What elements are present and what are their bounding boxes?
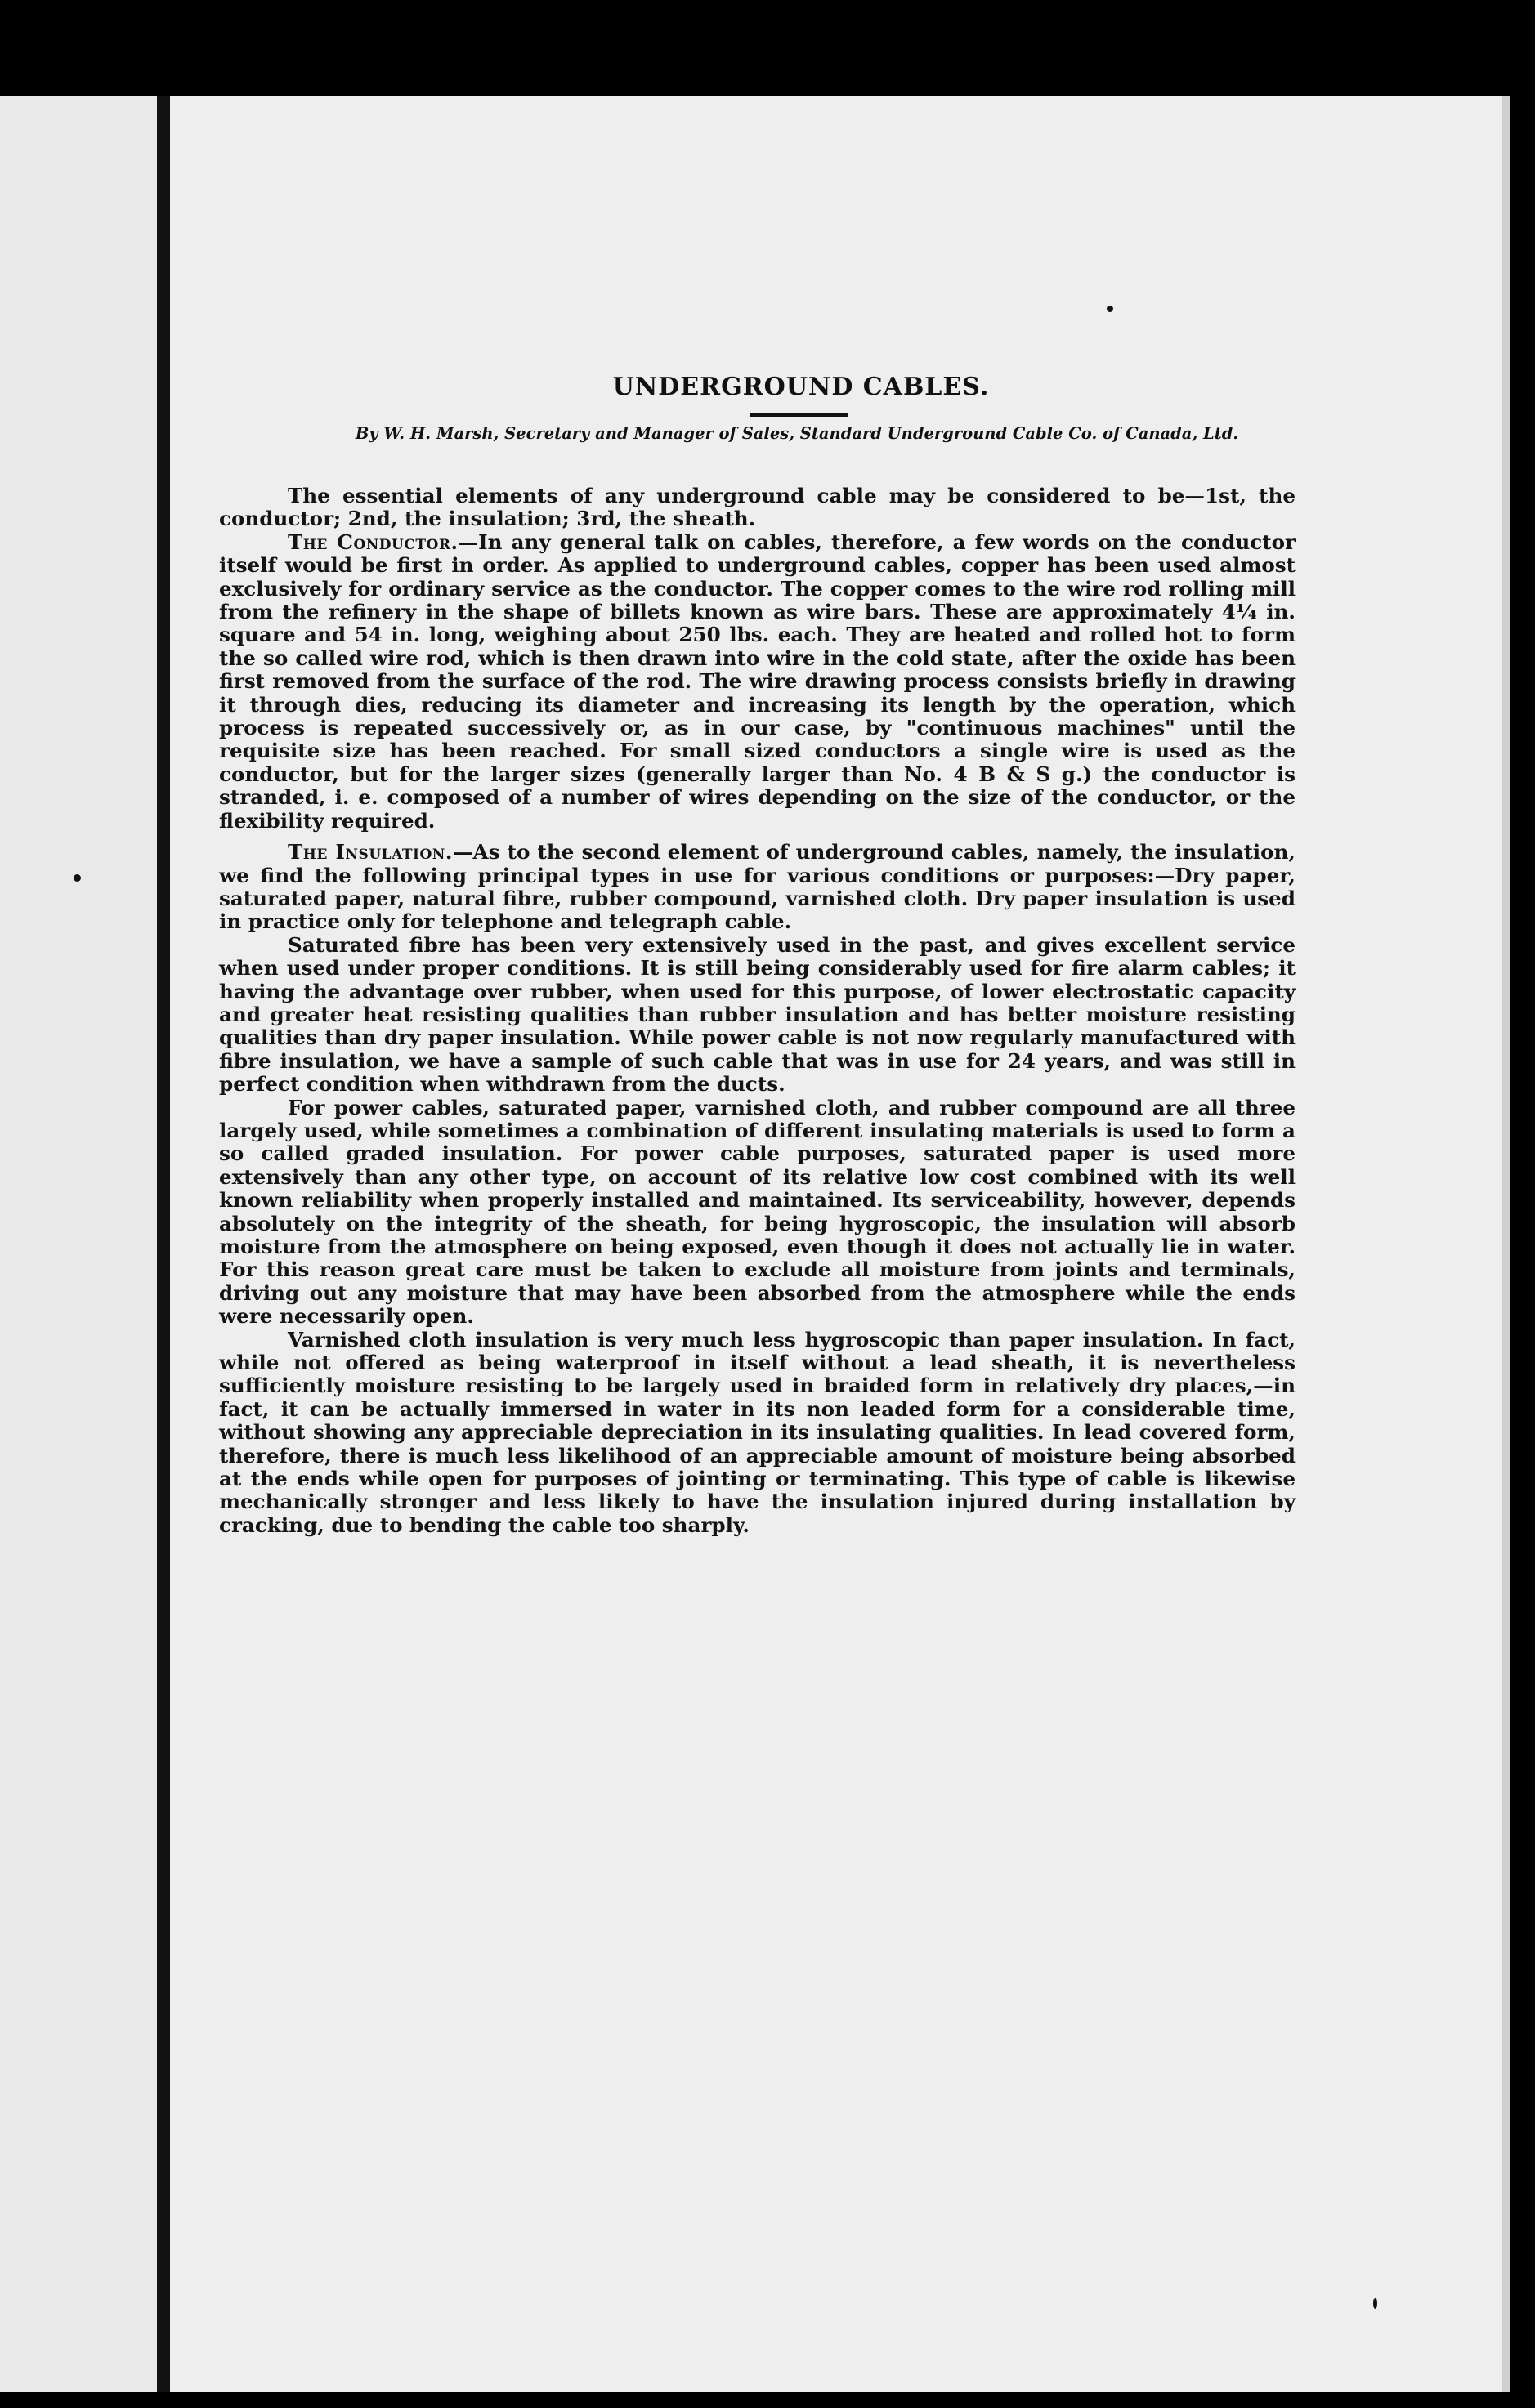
scan-speck [74, 874, 81, 882]
paragraph [219, 485, 1296, 531]
paragraph-text: The essential elements of any underground cable may be considered to be—1st, the conductor; 2nd, the insulation; 3rd, the sheath. [219, 484, 1296, 531]
binding-gutter [157, 96, 170, 2392]
facing-page-edge [0, 96, 157, 2392]
paragraph [219, 841, 1296, 934]
document-title: UNDERGROUND CABLES. [612, 373, 990, 401]
scan-speck [1373, 2298, 1377, 2309]
section-lead: The Insulation. [288, 840, 453, 864]
paragraph-text: —In any general talk on cables, therefore, a few words on the conductor itself would be first in order. As applied to underground cables, copper has been used almost exclusively for ordinary service as the conductor. The copper comes to the wire rod rolling mill from the refinery in the shape of billets known as wire bars. These are approximately 4¼ in. square and 54 in. long, weighing about 250 lbs. each. They are heated and rolled hot to form the so called wire rod, which is then drawn into wire in the cold state, after the oxide has been first removed from the surface of the rod. The wire drawing process consists briefly in drawing it through dies, reducing its diameter and increasing its length by the operation, which process is repeated successively or, as in our case, by "continuous machines" until the requisite size has been reached. For small sized conductors a single wire is used as the conductor, but for the larger sizes (generally larger than No. 4 B & S g.) the conductor is stranded, i. e. composed of a number of wires depending on the size of the conductor, or the flexibility required. [219, 529, 1296, 833]
article-body [219, 485, 1296, 1537]
author-byline: By W. H. Marsh, Secretary and Manager of Sales, Standard Underground Cable Co. of Canada, Ltd. [355, 424, 1239, 443]
paragraph-text: Varnished cloth insulation is very much less hygroscopic than paper insulation. In fact, while not offered as being waterproof in itself without a lead sheath, it is nevertheless sufficiently moisture resisting to be largely used in braided form in relatively dry places,—in fact, it can be actually immersed in water in its non leaded form for a considerable time, without showing any appreciable depreciation in its insulating qualities. In lead covered form, therefore, there is much less likelihood of an appreciable amount of moisture being absorbed at the ends while open for purposes of jointing or terminating. This type of cable is likewise mechanically stronger and less likely to have the insulation injured during installation by cracking, due to bending the cable too sharply. [219, 1327, 1296, 1537]
page-edge-shadow [1502, 96, 1510, 2392]
paragraph-text: Saturated fibre has been very extensively used in the past, and gives excellent service when used under proper conditions. It is still being considerably used for fire alarm cables; it having the advantage over rubber, when used for this purpose, of lower electrostatic capacity and greater heat resisting qualities than rubber insulation and has better moisture resisting qualities than dry paper insulation. While power cable is not now regularly manufactured with fibre insulation, we have a sample of such cable that was in use for 24 years, and was still in perfect condition when withdrawn from the ducts. [219, 932, 1296, 1097]
section-lead: The Conductor. [288, 529, 459, 554]
paragraph [219, 1097, 1296, 1329]
paragraph [219, 531, 1296, 833]
scan-speck [1107, 306, 1113, 312]
paragraph-text: For power cables, saturated paper, varnished cloth, and rubber compound are all three largely used, while sometimes a combination of different insulating materials is used to form a so called graded insulation. For power cable purposes, saturated paper is used more extensively than any other type, on account of its relative low cost combined with its well known reliability when properly installed and maintained. Its serviceability, however, depends absolutely on the integrity of the sheath, for being hygroscopic, the insulation will absorb moisture from the atmosphere on being exposed, even though it does not actually lie in water. For this reason great care must be taken to exclude all moisture from joints and terminals, driving out any moisture that may have been absorbed from the atmosphere while the ends were necessarily open. [219, 1095, 1296, 1329]
paragraph [219, 1329, 1296, 1538]
paragraph-text: —As to the second element of underground cables, namely, the insulation, we find the following principal types in use for various conditions or purposes:—Dry paper, saturated paper, natural fibre, rubber compound, varnished cloth. Dry paper insulation is used in practice only for telephone and telegraph cable. [219, 840, 1296, 934]
title-rule [750, 413, 848, 417]
paragraph [219, 934, 1296, 1097]
